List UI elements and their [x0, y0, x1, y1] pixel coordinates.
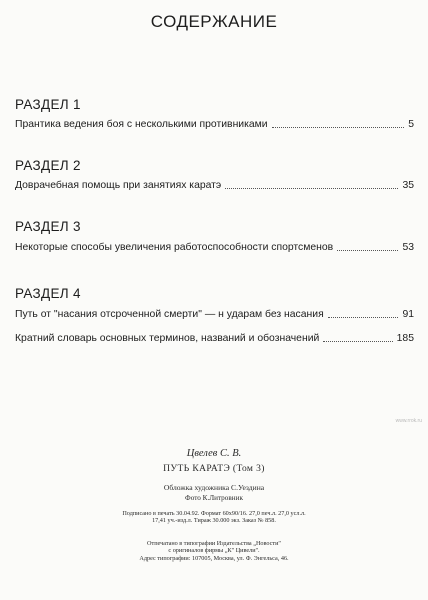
- section-2-heading: РАЗДЕЛ 2: [15, 158, 81, 173]
- imprint-print-line: 17,41 уч.-изд.л. Тираж 30.000 экз. Заказ № 858.: [152, 517, 276, 525]
- dot-leader: [323, 341, 392, 342]
- toc-entry-page: 91: [402, 309, 414, 320]
- toc-entry-page: 5: [408, 119, 414, 130]
- section-3-heading: РАЗДЕЛ 3: [15, 219, 81, 234]
- toc-entry-text: Некоторые способы увеличения работоспособности спортсменов: [15, 242, 334, 253]
- imprint-typo-line: Отпечатано в типографии Издательства „Новости": [147, 540, 281, 547]
- section-4-heading: РАЗДЕЛ 4: [15, 286, 81, 301]
- imprint-print-info: [0, 510, 428, 525]
- toc-entry: [15, 333, 414, 344]
- toc-entry-text: Прaнтика ведения боя с несколькими противниками: [15, 119, 268, 130]
- imprint-book-title: ПУТЬ КАРАТЭ (Том 3): [163, 464, 265, 474]
- toc-entry: [15, 180, 414, 191]
- imprint-author: Цвелев С. В.: [186, 448, 242, 459]
- dot-leader: [272, 127, 405, 128]
- dot-leader: [328, 317, 399, 318]
- toc-entry: [15, 119, 414, 130]
- imprint-photo-credit: Фото К.Литровник: [185, 494, 243, 502]
- section-1-heading: РАЗДЕЛ 1: [15, 97, 81, 112]
- imprint-typo-line: с оригиналов фирмы „К" Цивели".: [168, 547, 260, 555]
- page-title: СОДЕРЖАНИЕ: [150, 12, 278, 31]
- imprint-print-line: Подписано в печать 30.04.92. Формат 60x90/16. 27,0 печ.л. 27,0 усл.л.: [122, 510, 306, 517]
- toc-entry: [15, 242, 414, 253]
- toc-entry-text: Путь от "насания отсроченной смерти" — н ударам без насания: [15, 309, 324, 320]
- toc-entry-text: Доврачебная помощь при занятиях каратэ: [15, 180, 222, 191]
- dot-leader: [337, 250, 398, 251]
- toc-entry-text: Кратний словарь основных терминов, названий и обозначений: [15, 333, 320, 344]
- toc-entry-page: 35: [402, 180, 414, 191]
- toc-entry-page: 185: [396, 333, 414, 344]
- toc-entry: [15, 309, 414, 320]
- imprint-cover-artist: Обложка художника С.Уездина: [163, 483, 265, 492]
- watermark: www.rrok.ru: [395, 418, 422, 424]
- imprint-typography-info: [0, 540, 428, 562]
- toc-entry-page: 53: [402, 242, 414, 253]
- imprint-typo-line: Адрес типографии: 107005, Москва, ул. Ф. Энгельса, 46.: [139, 554, 289, 562]
- dot-leader: [225, 188, 398, 189]
